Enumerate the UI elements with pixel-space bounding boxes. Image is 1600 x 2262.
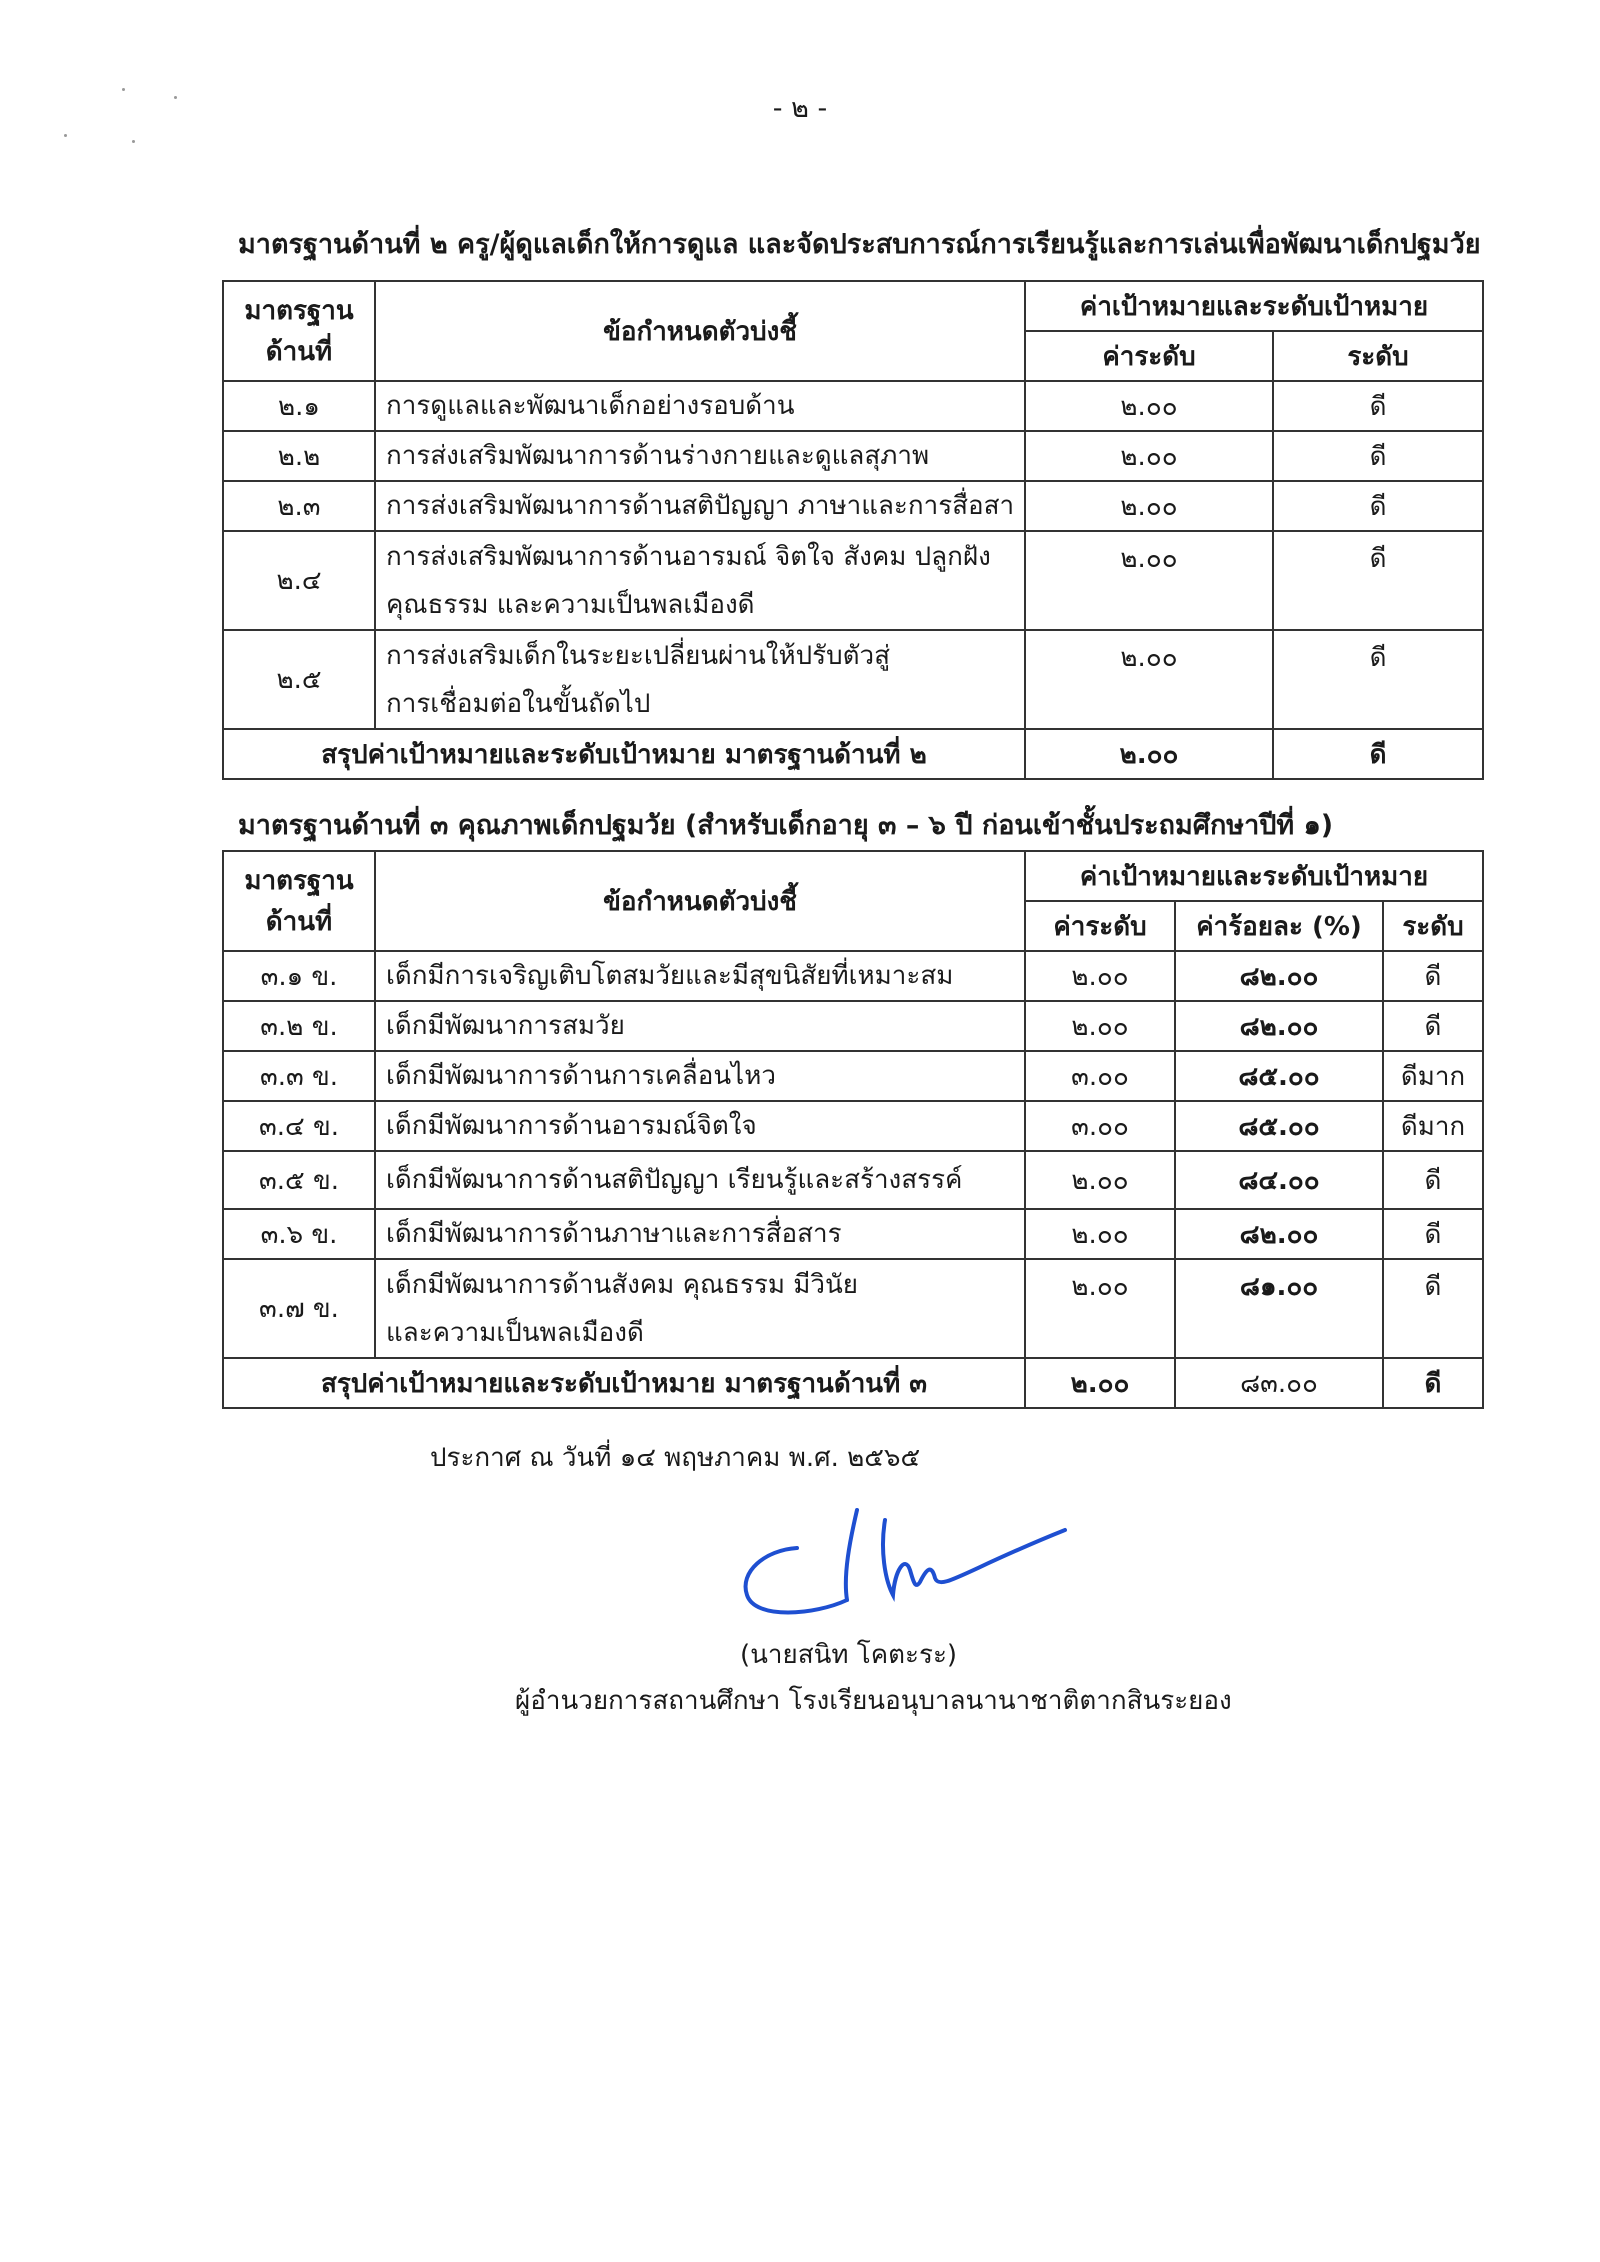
summary-value: ๒.๐๐ [1025, 729, 1273, 779]
row-indicator [375, 531, 1025, 630]
row-indicator: เด็กมีพัฒนาการด้านภาษาและการสื่อสาร [375, 1209, 1025, 1259]
header-indicator: ข้อกำหนดตัวบ่งชี้ [375, 281, 1025, 381]
section3-table [222, 850, 1484, 1409]
row-indicator-line2: และความเป็นพลเมืองดี [386, 1317, 644, 1348]
row-indicator: เด็กมีการเจริญเติบโตสมวัยและมีสุขนิสัยที่เหมาะสม [375, 951, 1025, 1001]
row-indicator: การส่งเสริมพัฒนาการด้านสติปัญญา ภาษาและการสื่อสา [375, 481, 1025, 531]
table-header-row [223, 281, 1483, 331]
row-level: ดี [1383, 1001, 1483, 1051]
table-row [223, 381, 1483, 431]
row-value: ๒.๐๐ [1025, 1259, 1175, 1358]
row-indicator-line2: การเชื่อมต่อในขั้นถัดไป [386, 688, 651, 719]
row-value: ๒.๐๐ [1025, 1209, 1175, 1259]
row-level: ดีมาก [1383, 1051, 1483, 1101]
row-indicator [375, 630, 1025, 729]
row-code: ๒.๓ [223, 481, 375, 531]
row-indicator-line1: เด็กมีพัฒนาการด้านสังคม คุณธรรม มีวินัย [386, 1269, 859, 1300]
row-indicator: การดูแลและพัฒนาเด็กอย่างรอบด้าน [375, 381, 1025, 431]
header-value: ค่าระดับ [1025, 901, 1175, 951]
row-level: ดี [1273, 531, 1483, 630]
table-row [223, 1101, 1483, 1151]
signer-name: (นายสนิท โคตะระ) [740, 1640, 958, 1670]
summary-label: สรุปค่าเป้าหมายและระดับเป้าหมาย มาตรฐานด้านที่ ๒ [223, 729, 1025, 779]
row-value: ๒.๐๐ [1025, 531, 1273, 630]
summary-value: ๒.๐๐ [1025, 1358, 1175, 1408]
row-code: ๓.๑ ข. [223, 951, 375, 1001]
row-value: ๓.๐๐ [1025, 1051, 1175, 1101]
row-percent: ๘๒.๐๐ [1175, 951, 1383, 1001]
table-row [223, 1259, 1483, 1358]
page-number: - ๒ - [772, 93, 828, 124]
summary-level: ดี [1273, 729, 1483, 779]
row-percent: ๘๕.๐๐ [1175, 1101, 1383, 1151]
row-value: ๒.๐๐ [1025, 481, 1273, 531]
announcement-date: ประกาศ ณ วันที่ ๑๔ พฤษภาคม พ.ศ. ๒๕๖๕ [430, 1443, 921, 1473]
table-row [223, 431, 1483, 481]
row-indicator: เด็กมีพัฒนาการด้านสติปัญญา เรียนรู้และสร้างสรรค์ [375, 1151, 1025, 1209]
row-level: ดี [1383, 1151, 1483, 1209]
row-code: ๒.๔ [223, 531, 375, 630]
summary-percent: ๘๓.๐๐ [1175, 1358, 1383, 1408]
section2-table [222, 280, 1484, 780]
row-percent: ๘๔.๐๐ [1175, 1151, 1383, 1209]
row-level: ดี [1383, 951, 1483, 1001]
signer-title: ผู้อำนวยการสถานศึกษา โรงเรียนอนุบาลนานาชาติตากสินระยอง [515, 1686, 1232, 1716]
signature [735, 1500, 1075, 1630]
row-indicator: การส่งเสริมพัฒนาการด้านร่างกายและดูแลสุภาพ [375, 431, 1025, 481]
row-value: ๒.๐๐ [1025, 431, 1273, 481]
row-code: ๓.๒ ข. [223, 1001, 375, 1051]
row-indicator: เด็กมีพัฒนาการด้านการเคลื่อนไหว [375, 1051, 1025, 1101]
row-value: ๒.๐๐ [1025, 1001, 1175, 1051]
row-indicator-line1: การส่งเสริมเด็กในระยะเปลี่ยนผ่านให้ปรับตัวสู่ [386, 640, 890, 671]
header-level: ระดับ [1273, 331, 1483, 381]
row-percent: ๘๑.๐๐ [1175, 1259, 1383, 1358]
summary-label: สรุปค่าเป้าหมายและระดับเป้าหมาย มาตรฐานด้านที่ ๓ [223, 1358, 1025, 1408]
row-code: ๒.๑ [223, 381, 375, 431]
row-indicator [375, 1259, 1025, 1358]
row-level: ดี [1383, 1259, 1483, 1358]
header-target: ค่าเป้าหมายและระดับเป้าหมาย [1025, 851, 1483, 901]
row-indicator-line2: คุณธรรม และความเป็นพลเมืองดี [386, 589, 755, 620]
row-code: ๓.๖ ข. [223, 1209, 375, 1259]
summary-level: ดี [1383, 1358, 1483, 1408]
row-level: ดีมาก [1383, 1101, 1483, 1151]
row-code: ๓.๕ ข. [223, 1151, 375, 1209]
table-row [223, 1051, 1483, 1101]
row-code: ๓.๓ ข. [223, 1051, 375, 1101]
row-value: ๒.๐๐ [1025, 630, 1273, 729]
header-standard: มาตรฐาน ด้านที่ [223, 281, 375, 381]
section3-title: มาตรฐานด้านที่ ๓ คุณภาพเด็กปฐมวัย (สำหรับเด็กอายุ ๓ – ๖ ปี ก่อนเข้าชั้นประถมศึกษาปีที่ ๑) [238, 810, 1334, 841]
row-percent: ๘๒.๐๐ [1175, 1209, 1383, 1259]
row-code: ๓.๔ ข. [223, 1101, 375, 1151]
row-code: ๓.๗ ข. [223, 1259, 375, 1358]
row-value: ๓.๐๐ [1025, 1101, 1175, 1151]
row-value: ๒.๐๐ [1025, 381, 1273, 431]
table-row [223, 951, 1483, 1001]
table-row [223, 630, 1483, 729]
table-row [223, 1209, 1483, 1259]
row-level: ดี [1273, 431, 1483, 481]
summary-row [223, 729, 1483, 779]
table-row [223, 1001, 1483, 1051]
table-row [223, 1151, 1483, 1209]
row-level: ดี [1273, 381, 1483, 431]
row-indicator-line1: การส่งเสริมพัฒนาการด้านอารมณ์ จิตใจ สังคม ปลูกฝัง [386, 541, 991, 572]
row-level: ดี [1273, 481, 1483, 531]
header-value: ค่าระดับ [1025, 331, 1273, 381]
row-indicator: เด็กมีพัฒนาการสมวัย [375, 1001, 1025, 1051]
row-value: ๒.๐๐ [1025, 1151, 1175, 1209]
header-percent: ค่าร้อยละ (%) [1175, 901, 1383, 951]
header-level: ระดับ [1383, 901, 1483, 951]
row-indicator: เด็กมีพัฒนาการด้านอารมณ์จิตใจ [375, 1101, 1025, 1151]
row-percent: ๘๒.๐๐ [1175, 1001, 1383, 1051]
header-target: ค่าเป้าหมายและระดับเป้าหมาย [1025, 281, 1483, 331]
table-row [223, 481, 1483, 531]
table-header-row [223, 851, 1483, 901]
header-indicator: ข้อกำหนดตัวบ่งชี้ [375, 851, 1025, 951]
header-standard: มาตรฐาน ด้านที่ [223, 851, 375, 951]
row-code: ๒.๕ [223, 630, 375, 729]
row-level: ดี [1383, 1209, 1483, 1259]
summary-row [223, 1358, 1483, 1408]
section2-title: มาตรฐานด้านที่ ๒ ครู/ผู้ดูแลเด็กให้การดูแล และจัดประสบการณ์การเรียนรู้และการเล่นเพื่อพัฒนาเด็กปฐมวัย [238, 229, 1481, 260]
table-row [223, 531, 1483, 630]
row-level: ดี [1273, 630, 1483, 729]
row-percent: ๘๕.๐๐ [1175, 1051, 1383, 1101]
row-code: ๒.๒ [223, 431, 375, 481]
row-value: ๒.๐๐ [1025, 951, 1175, 1001]
